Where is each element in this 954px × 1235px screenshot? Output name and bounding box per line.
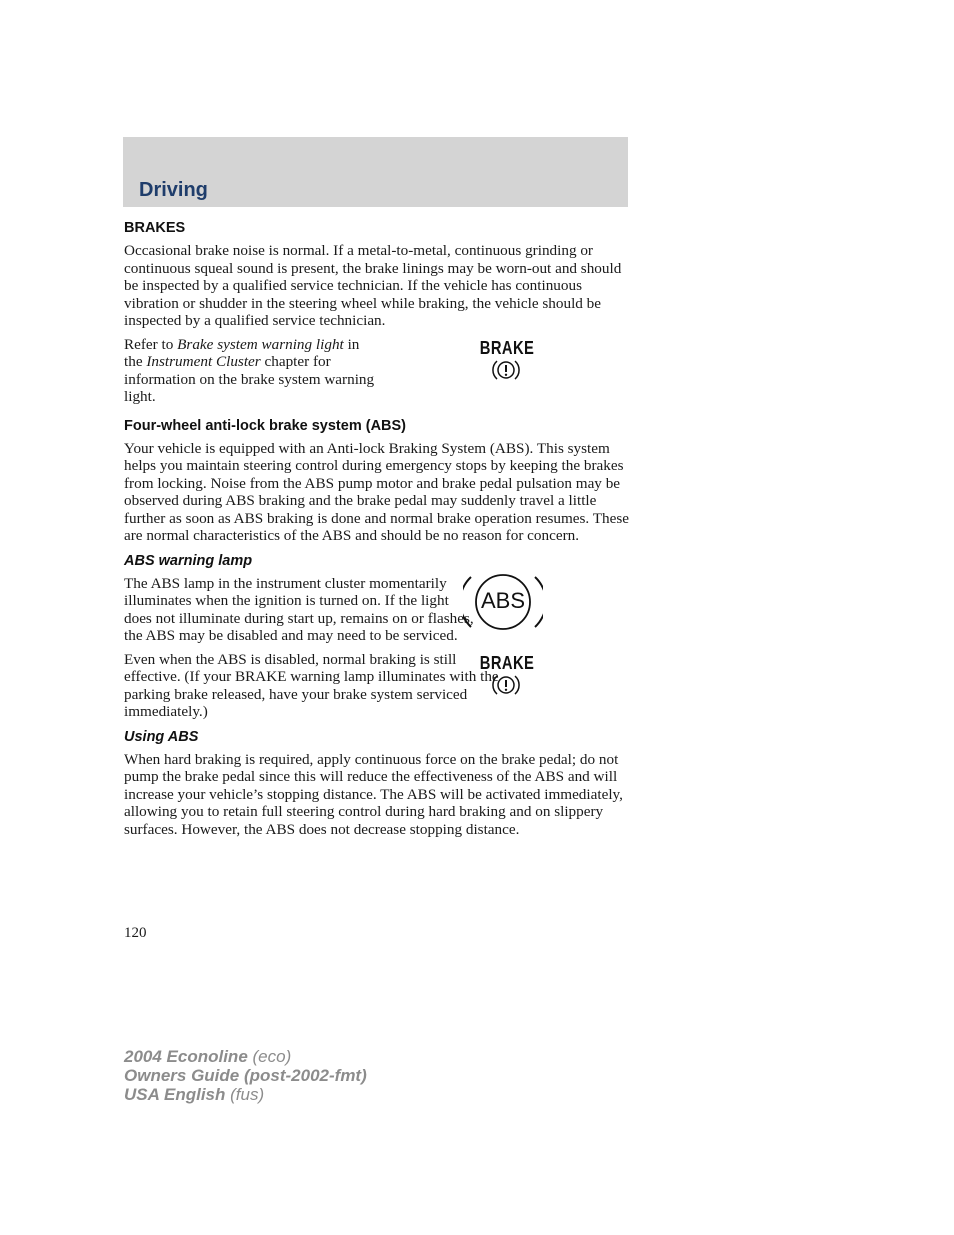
page-content [124,220,629,844]
abs-warning-paragraph: The ABS lamp in the instrument cluster momentarily illuminates when the ignition is turned on. If the light does not illuminate during start up, remains on or flashes, the ABS may be disabled and may need to be serviced. [124,574,474,644]
abs-intro-paragraph: Your vehicle is equipped with an Anti-lock Braking System (ABS). This system helps you maintain steering control during emergency stops by keeping the brakes from locking. Noise from the ABS pump motor and brake pedal pulsation may be observed during ABS braking and the brake pedal may suddenly travel a little further as soon as ABS braking is done and normal brake operation resumes. These are normal characteristics of the ABS and should be no reason for concern. [124,439,630,544]
abs-heading: Four-wheel anti-lock brake system (ABS) [124,417,407,434]
brake-icon-label: BRAKE [479,337,535,358]
footer-line-2: Owners Guide (post-2002-fmt) [124,1066,367,1085]
brake-light-reference: Brake system warning light [177,335,344,353]
brake-exclamation-icon [488,358,524,382]
brakes-intro-paragraph: Occasional brake noise is normal. If a metal-to-metal, continuous grinding or continuous squeal sound is present, the brake linings may be worn-out and should be inspected by a qualified service technician. If the vehicle has continuous vibration or shudder in the steering wheel while braking, the vehicle should be inspected by a qualified service technician. [124,242,622,329]
brakes-heading: BRAKES [124,220,186,236]
section-header-band [123,137,628,207]
using-abs-paragraph: When hard braking is required, apply continuous force on the brake pedal; do not pump the brake pedal since this will reduce the effectiveness of the ABS and will increase your vehicle’s stopping distance. The ABS will be activated immediately, allowing you to retain full steering control during hard braking and on slippery surfaces. However, the ABS does not decrease stopping distance. [124,750,623,838]
abs-icon-label: ABS [480,587,526,613]
footer-line-1: 2004 Econoline (eco) [124,1047,292,1066]
brake-icon-label-2: BRAKE [479,652,535,673]
abs-warning-lamp-heading: ABS warning lamp [124,552,253,569]
using-abs-heading: Using ABS [124,728,199,745]
abs-warning-row [124,575,629,645]
section-title: Driving [139,179,208,201]
abs-disabled-paragraph: Even when the ABS is disabled, normal braking is still effective. (If your BRAKE warning lamp illuminates with the parking brake released, have your brake system serviced immediately.) [124,650,499,720]
instrument-cluster-reference: Instrument Cluster [146,353,261,370]
brake-exclamation-icon-2 [488,673,524,697]
page-number: 120 [124,925,147,941]
abs-disabled-row [124,651,629,721]
brakes-refer-paragraph: Refer to Brake system warning light in the Instrument Cluster chapter for information on the brake system warning light. [124,335,375,405]
document-footer [124,1047,367,1104]
brakes-refer-row [124,336,629,406]
footer-line-3: USA English (fus) [124,1085,265,1104]
brake-warning-icon-2 [474,653,538,701]
abs-warning-icon [463,569,543,635]
brake-warning-icon [474,338,538,386]
